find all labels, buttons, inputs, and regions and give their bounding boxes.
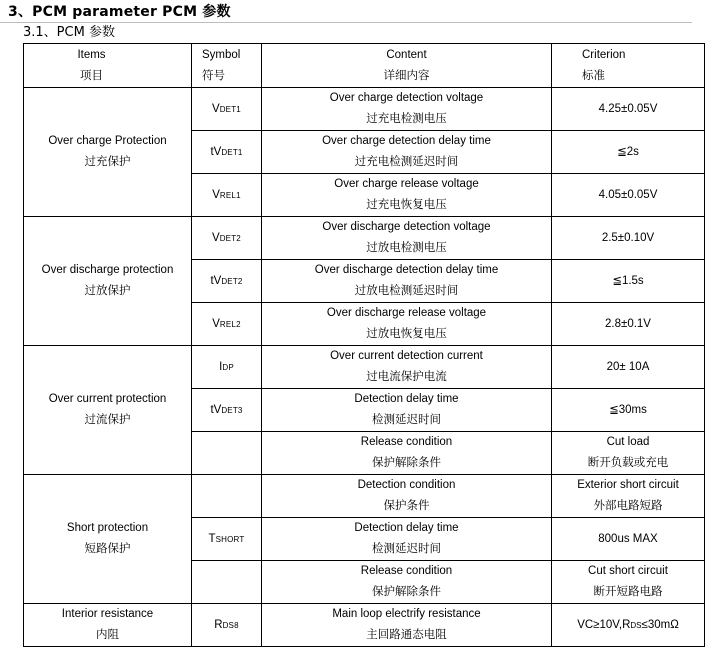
symbol-subscript: DET1 xyxy=(221,147,243,157)
criterion-cell xyxy=(552,131,705,174)
criterion-value xyxy=(552,615,704,636)
symbol-prefix: V xyxy=(212,102,220,115)
symbol-cell xyxy=(192,561,262,604)
criterion-value: 4.05±0.05V xyxy=(598,188,658,201)
criterion-value: Cut short circuit xyxy=(588,565,668,577)
criterion-cell xyxy=(552,303,705,346)
symbol-cell xyxy=(192,88,262,131)
item-name-zh: 短路保护 xyxy=(84,543,131,555)
table-row xyxy=(24,346,705,389)
symbol-subscript: DET2 xyxy=(221,276,243,286)
content-zh: 过电流保护电流 xyxy=(366,371,447,383)
content-zh: 检测延迟时间 xyxy=(372,414,441,426)
content-en: Over charge release voltage xyxy=(334,178,479,190)
table-row xyxy=(24,604,705,647)
symbol-text xyxy=(212,232,241,244)
section-title: 3、PCM parameter PCM 参数 xyxy=(8,4,231,20)
content-en: Release condition xyxy=(360,436,453,448)
content-cell xyxy=(262,88,552,131)
symbol-text xyxy=(209,533,245,545)
symbol-text xyxy=(219,361,234,373)
content-en: Over discharge detection voltage xyxy=(322,221,491,233)
content-zh: 过放电恢复电压 xyxy=(366,328,447,340)
content-cell xyxy=(262,389,552,432)
content-en: Release condition xyxy=(360,565,453,577)
symbol-prefix: tV xyxy=(210,403,222,416)
content-en: Main loop electrify resistance xyxy=(332,608,481,620)
item-name-en: Short protection xyxy=(66,522,149,534)
content-zh: 过充电恢复电压 xyxy=(366,199,447,211)
content-en: Over current detection current xyxy=(330,350,483,362)
symbol-text xyxy=(210,275,242,287)
item-name-en: Over charge Protection xyxy=(48,135,167,147)
symbol-subscript: DP xyxy=(222,362,234,372)
criterion-cell xyxy=(552,432,705,475)
item-cell xyxy=(24,604,192,647)
symbol-cell xyxy=(192,174,262,217)
symbol-text xyxy=(212,318,240,330)
criterion-cell xyxy=(552,518,705,561)
criterion-value-zh: 外部电路短路 xyxy=(593,500,663,512)
criterion-cell xyxy=(552,604,705,647)
content-cell xyxy=(262,475,552,518)
item-cell xyxy=(24,88,192,217)
content-en: Over discharge release voltage xyxy=(326,307,487,319)
table-row xyxy=(24,475,705,518)
criterion-value-zh: 断开短路电路 xyxy=(593,586,663,598)
item-name-zh: 过充保护 xyxy=(84,156,131,168)
symbol-prefix: V xyxy=(212,188,220,201)
content-zh: 保护条件 xyxy=(383,500,430,512)
content-en: Detection condition xyxy=(357,479,456,491)
header-row xyxy=(24,44,705,88)
content-zh: 过放电检测延迟时间 xyxy=(354,285,459,297)
header-items-zh: 项目 xyxy=(80,69,103,82)
symbol-text xyxy=(212,103,241,115)
symbol-cell xyxy=(192,346,262,389)
criterion-cell xyxy=(552,389,705,432)
symbol-prefix: I xyxy=(219,360,223,373)
header-symbol-en: Symbol xyxy=(202,48,241,61)
content-cell xyxy=(262,604,552,647)
content-zh: 主回路通态电阻 xyxy=(366,629,447,641)
symbol-cell xyxy=(192,217,262,260)
criterion-value: ≦30ms xyxy=(609,403,647,416)
criterion-value: 20± 10A xyxy=(606,360,650,373)
header-content xyxy=(262,44,552,88)
table-row xyxy=(24,88,705,131)
symbol-cell xyxy=(192,518,262,561)
criterion-cell xyxy=(552,174,705,217)
criterion-value: ≦2s xyxy=(617,145,639,158)
symbol-prefix: T xyxy=(208,532,216,545)
criterion-value: Exterior short circuit xyxy=(577,479,679,491)
item-name-zh: 内阻 xyxy=(96,629,119,641)
content-cell xyxy=(262,303,552,346)
content-zh: 过充电检测延迟时间 xyxy=(354,156,459,168)
criterion-value-part1: VC≥10V,R xyxy=(577,618,631,631)
item-cell xyxy=(24,475,192,604)
content-zh: 过放电检测电压 xyxy=(366,242,447,254)
content-cell xyxy=(262,174,552,217)
symbol-prefix: R xyxy=(214,618,223,631)
content-cell xyxy=(262,217,552,260)
symbol-cell xyxy=(192,260,262,303)
header-content-en: Content xyxy=(386,48,427,61)
header-symbol xyxy=(192,44,262,88)
item-name-en: Interior resistance xyxy=(61,608,154,620)
symbol-cell xyxy=(192,604,262,647)
symbol-subscript: SHORT xyxy=(215,534,245,544)
symbol-cell xyxy=(192,432,262,475)
content-en: Over charge detection delay time xyxy=(322,135,491,147)
content-en: Detection delay time xyxy=(354,522,459,534)
symbol-subscript: DET2 xyxy=(219,233,241,243)
title-rule xyxy=(0,22,692,23)
symbol-text xyxy=(210,146,242,158)
content-zh: 过充电检测电压 xyxy=(366,113,447,125)
item-name-zh: 过放保护 xyxy=(84,285,131,297)
header-items-en: Items xyxy=(77,48,106,61)
criterion-value-sub: DS xyxy=(630,620,642,630)
item-name-zh: 过流保护 xyxy=(84,414,131,426)
criterion-value-part2: ≤30mΩ xyxy=(641,618,679,631)
criterion-cell xyxy=(552,88,705,131)
symbol-subscript: DET3 xyxy=(221,405,243,415)
criterion-value: Cut load xyxy=(606,436,650,448)
criterion-value: 4.25±0.05V xyxy=(598,102,658,115)
item-cell xyxy=(24,346,192,475)
criterion-cell xyxy=(552,561,705,604)
content-cell xyxy=(262,260,552,303)
content-cell xyxy=(262,432,552,475)
criterion-cell xyxy=(552,475,705,518)
symbol-prefix: tV xyxy=(210,145,222,158)
content-en: Over charge detection voltage xyxy=(329,92,484,104)
symbol-subscript: DET1 xyxy=(219,104,241,114)
header-items xyxy=(24,44,192,88)
content-en: Detection delay time xyxy=(354,393,459,405)
content-cell xyxy=(262,131,552,174)
item-name-en: Over current protection xyxy=(48,393,167,405)
symbol-text xyxy=(212,189,240,201)
symbol-cell xyxy=(192,475,262,518)
header-criterion-en: Criterion xyxy=(582,48,626,61)
symbol-text xyxy=(214,619,238,631)
criterion-value-zh: 断开负载或充电 xyxy=(587,457,669,469)
symbol-prefix: tV xyxy=(210,274,222,287)
content-en: Over discharge detection delay time xyxy=(314,264,499,276)
content-cell xyxy=(262,561,552,604)
criterion-value: 2.5±0.10V xyxy=(601,231,655,244)
criterion-value: 2.8±0.1V xyxy=(605,317,651,330)
content-zh: 保护解除条件 xyxy=(372,586,441,598)
table-body xyxy=(24,88,705,647)
item-cell xyxy=(24,217,192,346)
content-cell xyxy=(262,346,552,389)
criterion-cell xyxy=(552,217,705,260)
symbol-subscript: REL2 xyxy=(219,319,241,329)
symbol-cell xyxy=(192,131,262,174)
header-content-zh: 详细内容 xyxy=(383,69,430,82)
content-cell xyxy=(262,518,552,561)
symbol-cell xyxy=(192,389,262,432)
item-name-en: Over discharge protection xyxy=(41,264,174,276)
header-criterion xyxy=(552,44,705,88)
subsection-title: 3.1、PCM 参数 xyxy=(23,25,115,40)
pcm-parameter-table xyxy=(23,43,705,647)
symbol-prefix: V xyxy=(212,231,220,244)
symbol-prefix: V xyxy=(212,317,220,330)
content-zh: 保护解除条件 xyxy=(372,457,441,469)
criterion-value: ≦1.5s xyxy=(612,274,644,287)
symbol-cell xyxy=(192,303,262,346)
header-criterion-zh: 标准 xyxy=(582,69,605,82)
symbol-text xyxy=(210,404,242,416)
content-zh: 检测延迟时间 xyxy=(372,543,441,555)
criterion-cell xyxy=(552,260,705,303)
table-row xyxy=(24,217,705,260)
criterion-cell xyxy=(552,346,705,389)
symbol-subscript: DS8 xyxy=(222,620,239,630)
criterion-value: 800us MAX xyxy=(598,532,658,545)
symbol-subscript: REL1 xyxy=(219,190,241,200)
header-symbol-zh: 符号 xyxy=(202,69,225,82)
